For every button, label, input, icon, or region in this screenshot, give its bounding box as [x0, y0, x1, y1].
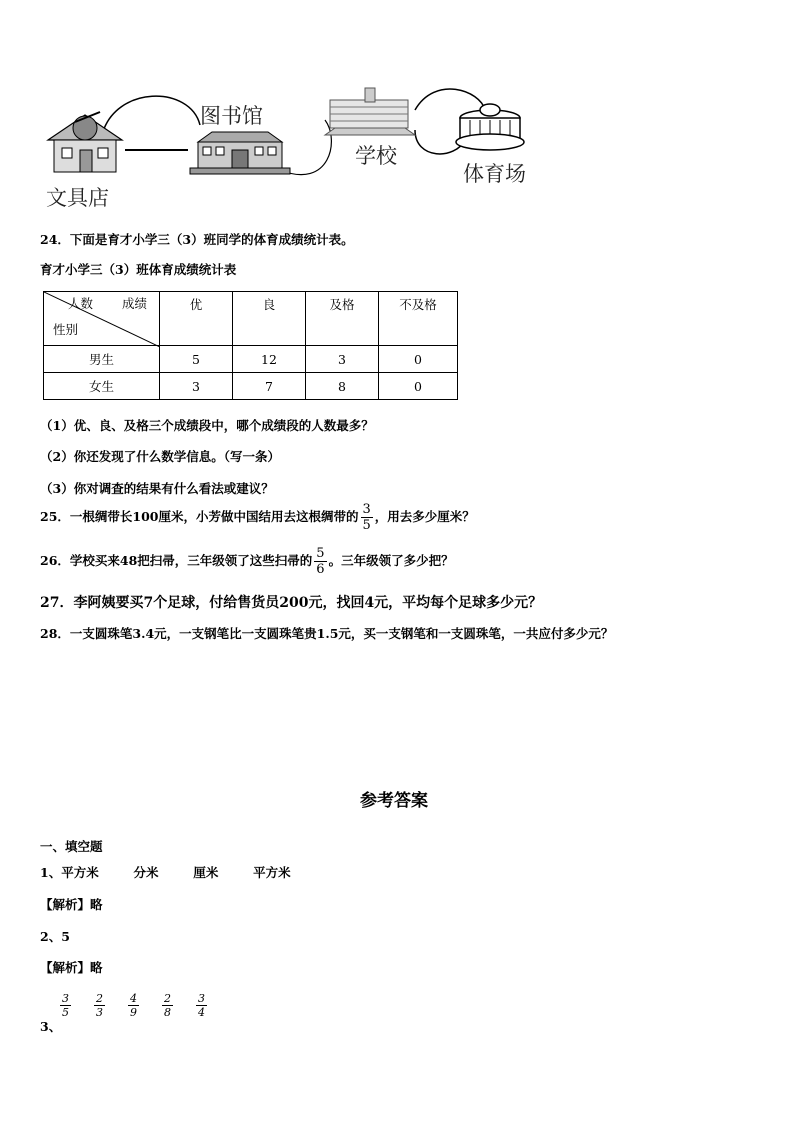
route-map-drawing — [40, 80, 560, 215]
table-row — [44, 373, 458, 400]
fraction-numerator: 5 — [316, 546, 325, 561]
table-cell: 12 — [233, 346, 306, 373]
answers-title: 参考答案 — [360, 791, 428, 811]
fraction-denominator: 5 — [362, 518, 371, 533]
column-header-fail: 不及格 — [379, 292, 458, 346]
analysis-2: 【解析】略 — [40, 960, 103, 975]
stadium-icon — [456, 104, 524, 150]
table-cell: 5 — [160, 346, 233, 373]
fraction-denominator: 4 — [198, 1006, 205, 1019]
corner-label-grade: 成绩 — [122, 296, 148, 311]
row-label-girls: 女生 — [44, 373, 160, 400]
table-row — [44, 346, 458, 373]
label-stadium: 体育场 — [463, 162, 526, 186]
fraction-denominator: 3 — [96, 1006, 103, 1019]
question-24-part-2: （2）你还发现了什么数学信息。（写一条） — [40, 449, 280, 464]
table-corner-cell — [44, 292, 160, 346]
label-library: 图书馆 — [200, 104, 263, 128]
table-cell: 0 — [379, 373, 458, 400]
question-24: 24．下面是育才小学三（3）班同学的体育成绩统计表。 — [40, 232, 354, 247]
corner-label-count: 人数 — [68, 296, 94, 311]
question-24-part-1: （1）优、良、及格三个成绩段中，哪个成绩段的人数最多？ — [40, 418, 374, 433]
question-27: 27．李阿姨要买7个足球，付给售货员200元，找回4元，平均每个足球多少元？ — [40, 595, 543, 611]
fraction — [128, 993, 139, 1018]
answer-3-label: 3、 — [40, 1019, 62, 1034]
fraction-numerator: 3 — [362, 502, 371, 517]
answer-1: 1、平方米 分米 厘米 平方米 — [40, 865, 291, 880]
fraction — [162, 993, 173, 1018]
fraction-denominator: 5 — [62, 1006, 69, 1019]
fraction-numerator: 3 — [198, 992, 205, 1005]
answers-section-heading: 一、填空题 — [40, 839, 103, 854]
fraction-numerator: 2 — [164, 992, 171, 1005]
fraction — [361, 503, 373, 532]
fraction-numerator: 4 — [130, 992, 137, 1005]
question-25 — [40, 503, 475, 532]
fraction — [314, 547, 326, 576]
question-25-text-before: 25．一根绸带长100厘米，小芳做中国结用去这根绸带的 — [40, 509, 359, 524]
fraction — [94, 993, 105, 1018]
fraction — [60, 993, 71, 1018]
table-cell: 7 — [233, 373, 306, 400]
answer-2: 2、5 — [40, 929, 70, 944]
table-cell: 0 — [379, 346, 458, 373]
fraction-denominator: 6 — [316, 562, 325, 577]
route-map — [40, 80, 560, 215]
label-school: 学校 — [355, 144, 397, 168]
fraction — [196, 993, 207, 1018]
table-cell: 8 — [306, 373, 379, 400]
column-header-excellent: 优 — [160, 292, 233, 346]
analysis-1: 【解析】略 — [40, 897, 103, 912]
fraction-numerator: 3 — [62, 992, 69, 1005]
question-26-text-before: 26．学校买来48把扫帚，三年级领了这些扫帚的 — [40, 553, 313, 568]
corner-label-gender: 性别 — [53, 322, 79, 337]
question-26-text-after: 。三年级领了多少把？ — [328, 553, 454, 568]
table-title: 育才小学三（3）班体育成绩统计表 — [40, 262, 237, 277]
library-icon — [190, 132, 290, 174]
fraction-numerator: 2 — [96, 992, 103, 1005]
score-table — [43, 291, 458, 400]
question-24-part-3: （3）你对调查的结果有什么看法或建议？ — [40, 481, 274, 496]
column-header-pass: 及格 — [306, 292, 379, 346]
stationery-shop-icon — [48, 112, 122, 172]
question-26 — [40, 547, 454, 576]
row-label-boys: 男生 — [44, 346, 160, 373]
table-cell: 3 — [160, 373, 233, 400]
label-stationery-shop: 文具店 — [46, 186, 109, 210]
fraction-denominator: 9 — [130, 1006, 137, 1019]
column-header-good: 良 — [233, 292, 306, 346]
question-25-text-after: ，用去多少厘米？ — [374, 509, 475, 524]
question-28: 28．一支圆珠笔3.4元，一支钢笔比一支圆珠笔贵1.5元，买一支钢笔和一支圆珠笔，一共应付多少元？ — [40, 626, 614, 641]
fraction-denominator: 8 — [164, 1006, 171, 1019]
school-icon — [325, 88, 415, 135]
table-cell: 3 — [306, 346, 379, 373]
answer-3-fractions — [58, 993, 209, 1018]
